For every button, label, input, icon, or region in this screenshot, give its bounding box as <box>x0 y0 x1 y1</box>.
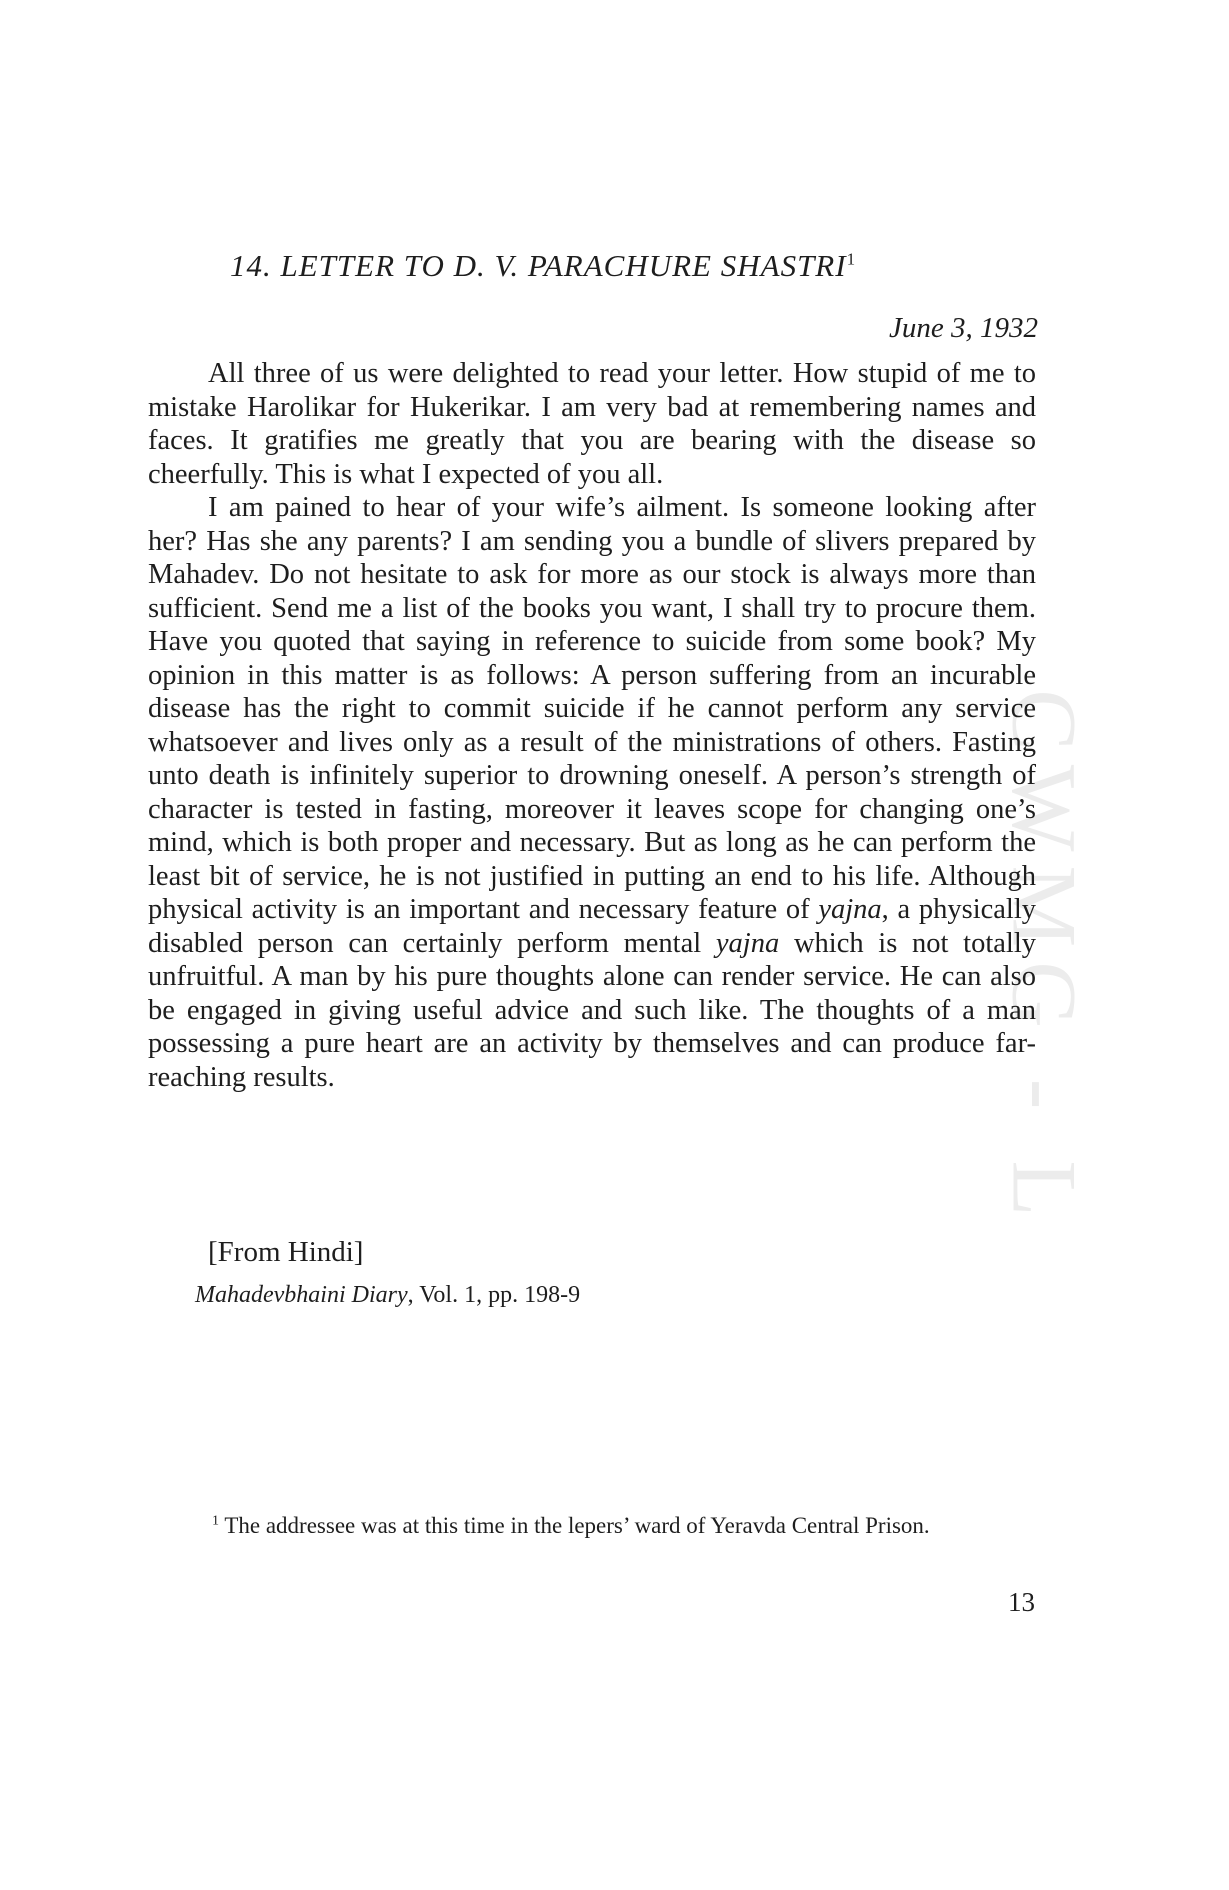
letter-date: June 3, 1932 <box>889 312 1038 344</box>
paragraph-1-text: All three of us were delighted to read your letter. How stupid of me to mistake Harolikar for Hukerikar. I am very bad at remembering names and faces. It gratifies me greatly that you are bearing with the disease so cheerfully. This is what I expected of you all. <box>148 358 1036 490</box>
paragraph-2 <box>148 491 1036 1094</box>
letter-heading <box>230 248 856 284</box>
source-citation <box>195 1282 580 1309</box>
footnote-mark: 1 <box>212 1513 219 1529</box>
page-number: 13 <box>1008 1587 1035 1617</box>
heading-footnote-mark: 1 <box>846 249 857 269</box>
heading-number: 14. <box>230 248 272 283</box>
term-yajna: yajna <box>818 894 882 925</box>
footnote <box>148 1511 1038 1540</box>
letter-body <box>148 357 1036 1094</box>
term-yajna: yajna <box>715 927 780 959</box>
paragraph-2-text-part-2: , a physically disabled person can certainly perform mental <box>148 894 1036 959</box>
citation-work-title: Mahadevbhaini Diary <box>195 1282 408 1308</box>
footnote-text: The addressee was at this time in the lepers’ ward of Yeravda Central Prison. <box>219 1513 930 1538</box>
heading-title: LETTER TO D. V. PARACHURE SHASTRI <box>280 248 847 283</box>
watermark-text: CWMG - L <box>994 689 1096 1231</box>
paragraph-2-text-part-1: I am pained to hear of your wife’s ailment. Is someone looking after her? Has she any parents? I am sending you a bundle of slivers prepared by Mahadev. Do not hesitate to ask for more as our stock is always more than sufficient. Send me a list of the books you want, I shall try to procure them. Have you quoted that saying in reference to suicide from some book? My opinion in this matter is as follows: A person suffering from an incurable disease has the right to commit suicide if he cannot perform any service whatsoever and lives only as a result of the ministrations of others. Fasting unto death is infinitely superior to drowning oneself. A person’s strength of character is tested in fasting, moreover it leaves scope for changing one’s mind, which is both proper and necessary. But as long as he can perform the least bit of service, he is not justified in putting an end to his life. Although physical activity is an important and necessary feature of <box>148 492 1036 925</box>
paragraph-2-text-part-3: which is not totally unfruitful. A man by his pure thoughts alone can render service. He can also be engaged in giving useful advice and such like. The thoughts of a man possessing a pure heart are an activity by themselves and can produce far-reaching results. <box>148 927 1037 1093</box>
source-language-note: [From Hindi] <box>208 1236 364 1268</box>
paragraph-1 <box>148 357 1036 491</box>
footnote-paragraph <box>148 1511 1038 1540</box>
citation-details: , Vol. 1, pp. 198-9 <box>407 1282 581 1308</box>
